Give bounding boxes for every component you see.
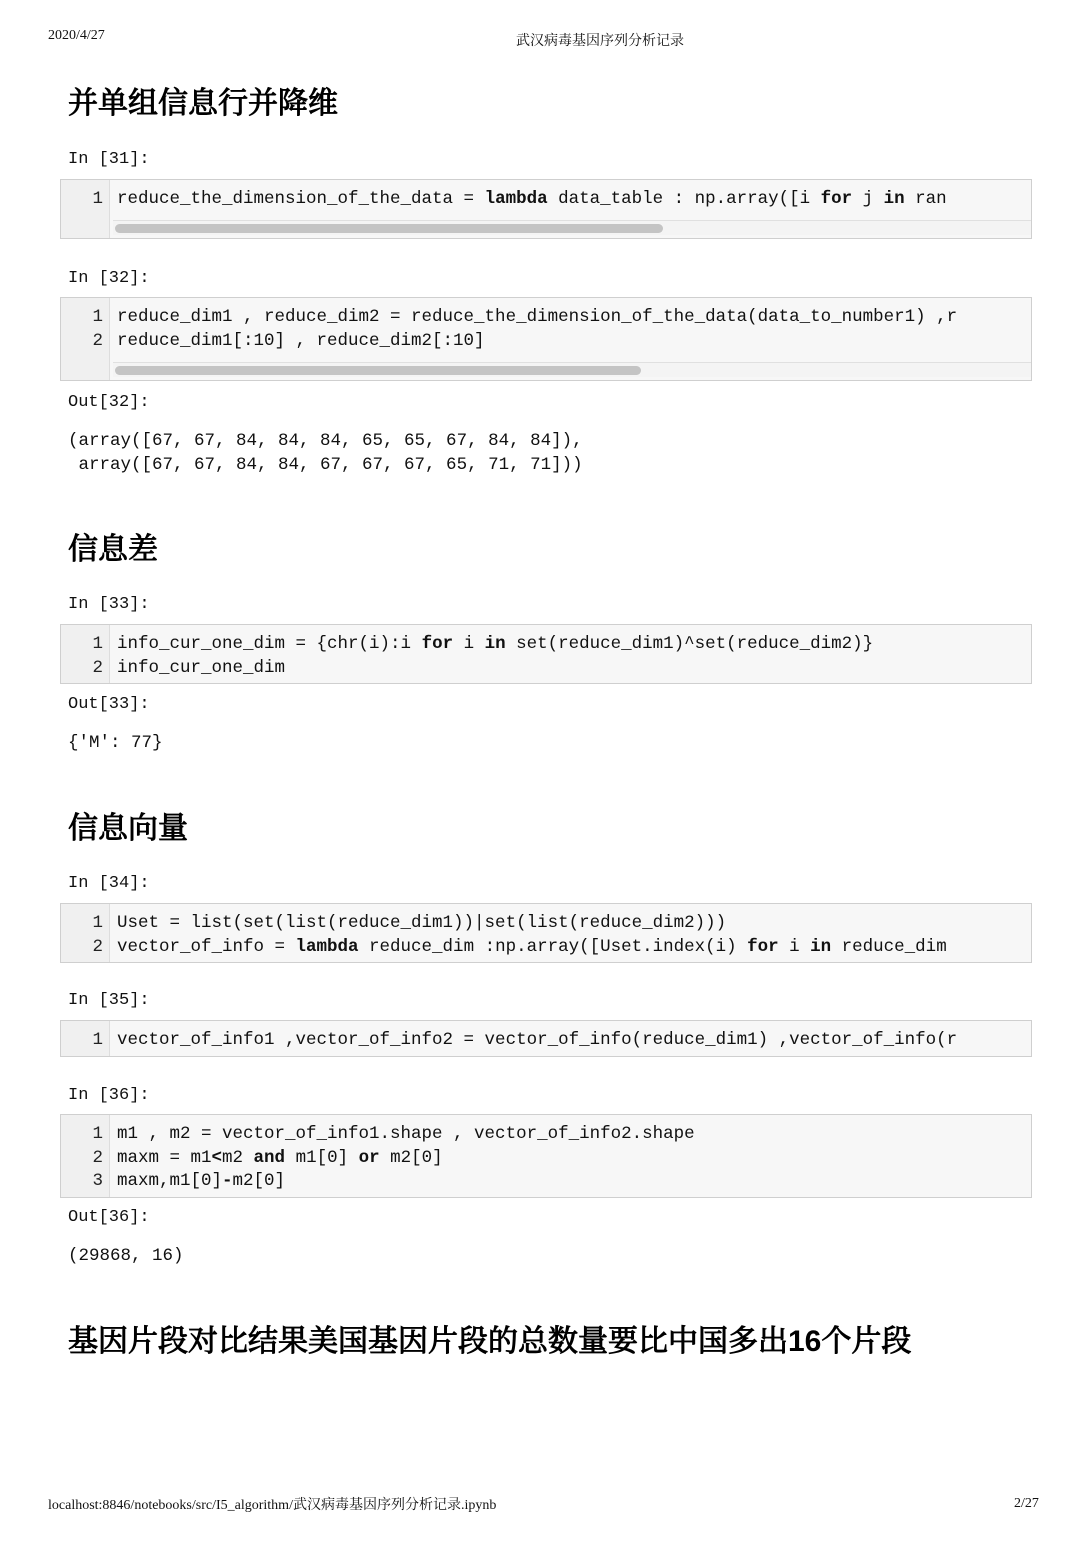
code-keyword: in [883, 189, 905, 209]
code-text [117, 936, 947, 960]
code-token: vector_of_info1 ,vector_of_info2 = vector_of_info(reduce_dim1) ,vector_of_info(r [117, 1030, 958, 1050]
code-lines[interactable] [61, 1123, 1031, 1194]
line-number: 3 [92, 1171, 103, 1191]
print-date: 2020/4/27 [48, 28, 105, 43]
input-prompt-31: In [31]: [68, 150, 150, 169]
code-cell-35[interactable] [60, 1020, 1032, 1057]
code-token: Uset = list(set(list(reduce_dim1))|set(list(reduce_dim2))) [117, 913, 727, 933]
code-token: reduce_dim [831, 936, 947, 957]
section-heading-info-diff: 信息差 [68, 533, 158, 566]
input-prompt-35: In [35]: [68, 991, 150, 1010]
output-33: {'M': 77} [68, 733, 163, 753]
section-heading-comparison-result: 基因片段对比结果美国基因片段的总数量要比中国多出16个片段 [68, 1325, 912, 1358]
line-number: 2 [92, 657, 103, 678]
code-text [117, 657, 285, 681]
code-line[interactable] [61, 912, 1031, 936]
code-cell-36[interactable] [60, 1114, 1032, 1198]
code-cell-32[interactable] [60, 297, 1032, 381]
scrollbar-thumb[interactable] [115, 224, 663, 233]
code-keyword: or [358, 1147, 380, 1168]
code-keyword: for [747, 936, 779, 957]
code-token: reduce_dim1[:10] , reduce_dim2[:10] [117, 330, 485, 351]
output-prompt-32: Out[32]: [68, 393, 150, 412]
code-keyword: for [820, 189, 853, 209]
section-heading-merge-reduce: 并单组信息行并降维 [68, 87, 338, 120]
code-lines[interactable] [61, 912, 1031, 959]
code-token: m2[0] [232, 1171, 286, 1191]
line-number: 1 [92, 913, 103, 933]
horizontal-scrollbar[interactable] [113, 362, 1031, 377]
code-text [117, 1147, 443, 1171]
horizontal-scrollbar[interactable] [113, 220, 1031, 235]
code-cell-33[interactable] [60, 624, 1032, 684]
line-number: 2 [92, 330, 103, 351]
code-token: maxm,m1[0] [117, 1171, 223, 1191]
code-line[interactable] [61, 1029, 1031, 1053]
code-keyword: - [222, 1171, 233, 1191]
code-text [117, 912, 726, 936]
line-number: 1 [92, 1030, 103, 1050]
code-token: info_cur_one_dim = {chr(i):i [117, 634, 422, 654]
line-number: 1 [92, 189, 103, 209]
input-prompt-36: In [36]: [68, 1086, 150, 1105]
code-text [117, 306, 957, 330]
code-token: data_table : np.array([i [547, 189, 821, 209]
code-lines[interactable] [61, 306, 1031, 353]
code-token: m2[0] [379, 1147, 443, 1168]
code-text [117, 1170, 285, 1194]
code-text [117, 1123, 695, 1147]
output-prompt-36: Out[36]: [68, 1208, 150, 1227]
code-keyword: in [810, 936, 832, 957]
code-cell-31[interactable] [60, 179, 1032, 239]
code-token: ran [904, 189, 947, 209]
code-keyword: lambda [295, 936, 359, 957]
line-number: 1 [92, 1124, 103, 1144]
code-token: m1[0] [285, 1147, 359, 1168]
code-keyword: for [421, 634, 454, 654]
output-36: (29868, 16) [68, 1246, 184, 1266]
input-prompt-32: In [32]: [68, 269, 150, 288]
code-token: info_cur_one_dim [117, 657, 286, 678]
section-heading-info-vector: 信息向量 [68, 812, 188, 845]
code-line[interactable] [61, 1147, 1031, 1171]
code-lines[interactable] [61, 633, 1031, 680]
code-lines[interactable] [61, 188, 1031, 212]
code-token: m2 [222, 1147, 254, 1168]
print-url: localhost:8846/notebooks/src/I5_algorithm/武汉病毒基因序列分析记录.ipynb [48, 1498, 497, 1513]
code-line[interactable] [61, 936, 1031, 960]
code-line[interactable] [61, 306, 1031, 330]
code-line[interactable] [61, 1123, 1031, 1147]
code-line[interactable] [61, 1170, 1031, 1194]
input-prompt-33: In [33]: [68, 595, 150, 614]
line-number: 1 [92, 307, 103, 327]
code-token: reduce_dim :np.array([Uset.index(i) [358, 936, 748, 957]
code-token: reduce_dim1 , reduce_dim2 = reduce_the_dimension_of_the_data(data_to_number1) ,r [117, 307, 958, 327]
code-keyword: in [484, 634, 506, 654]
code-token: i [453, 634, 485, 654]
code-line[interactable] [61, 188, 1031, 212]
code-keyword: lambda [484, 189, 548, 209]
output-32: (array([67, 67, 84, 84, 84, 65, 65, 67, 84, 84]), array([67, 67, 84, 84, 67, 67, 67, 65, 71, 71])) [68, 431, 583, 475]
print-title: 武汉病毒基因序列分析记录 [516, 34, 684, 49]
scrollbar-thumb[interactable] [115, 366, 641, 375]
line-number: 1 [92, 634, 103, 654]
code-line[interactable] [61, 330, 1031, 354]
code-text [117, 633, 873, 657]
page-number: 2/27 [1014, 1496, 1039, 1511]
line-number: 2 [92, 1147, 103, 1168]
code-token: m1 , m2 = vector_of_info1.shape , vector_of_info2.shape [117, 1124, 695, 1144]
code-token: j [852, 189, 884, 209]
code-text [117, 188, 947, 212]
code-text [117, 330, 485, 354]
code-token: i [778, 936, 811, 957]
code-keyword: and [253, 1147, 286, 1168]
code-token: set(reduce_dim1)^set(reduce_dim2)} [505, 634, 874, 654]
code-token: reduce_the_dimension_of_the_data = [117, 189, 485, 209]
code-token: maxm = m1 [117, 1147, 212, 1168]
code-text [117, 1029, 957, 1053]
code-keyword: < [211, 1147, 223, 1168]
code-lines[interactable] [61, 1029, 1031, 1053]
code-line[interactable] [61, 657, 1031, 681]
output-prompt-33: Out[33]: [68, 695, 150, 714]
line-number: 2 [92, 936, 103, 957]
input-prompt-34: In [34]: [68, 874, 150, 893]
code-line[interactable] [61, 633, 1031, 657]
code-cell-34[interactable] [60, 903, 1032, 963]
code-token: vector_of_info = [117, 936, 296, 957]
